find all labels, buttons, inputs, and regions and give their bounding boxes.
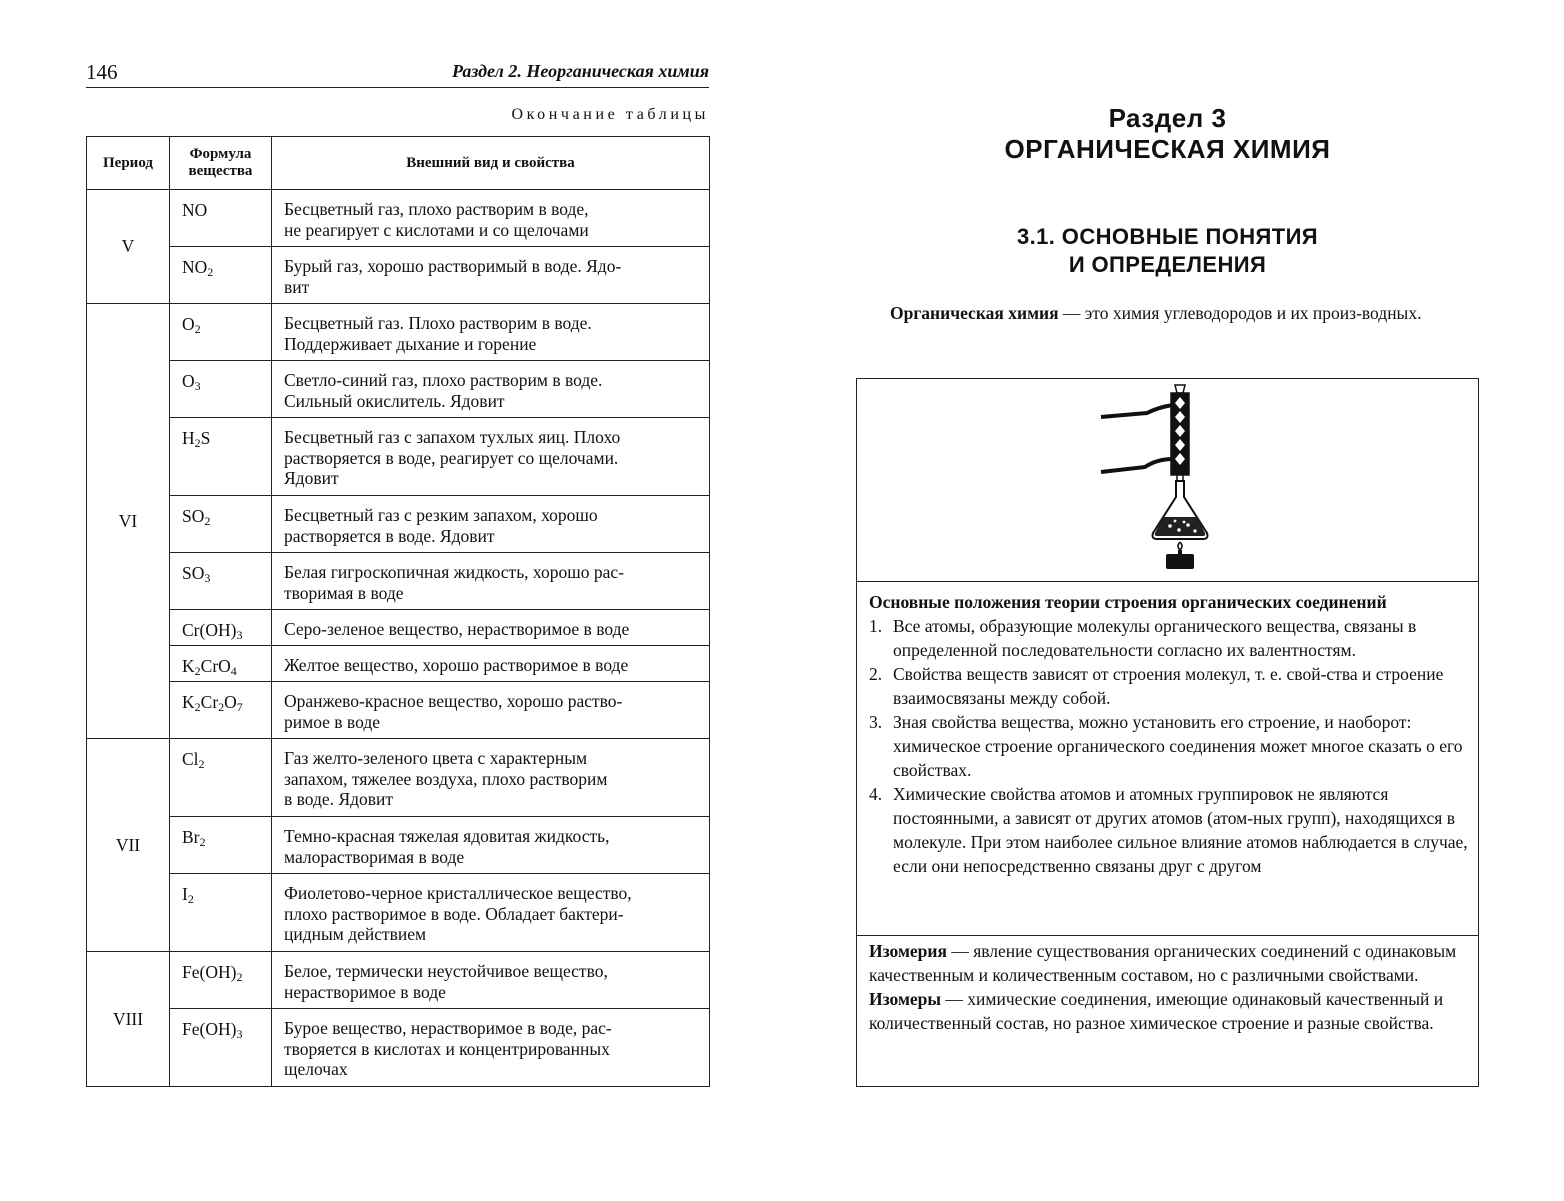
table-row [87,682,710,739]
prop-line: Бурое вещество, нерастворимое в воде, рас- [284,1018,612,1038]
flame-icon [1178,542,1182,550]
list-item-number: 1. [869,616,883,636]
properties-cell [272,553,710,610]
prop-line: Темно-красная тяжелая ядовитая жидкость, [284,826,610,846]
prop-line: растворяется в воде. Ядовит [284,525,495,546]
list-item-number: 3. [869,712,883,732]
properties-cell [272,610,710,646]
formula-subscript: 2 [198,757,205,771]
table-row [87,817,710,874]
prop-line: запахом, тяжелее воздуха, плохо растворим [284,768,608,789]
upper-hose [1101,405,1173,417]
prop-line: Бурый газ, хорошо растворимый в воде. Ядо- [284,256,622,276]
table-row [87,874,710,952]
formula-cell [170,817,272,874]
properties-cell [272,682,710,739]
table-row [87,304,710,361]
table-row [87,610,710,646]
prop-line: Бесцветный газ. Плохо растворим в воде. [284,313,592,333]
prop-line: растворяется в воде, реагирует со щелочами. [284,447,619,468]
subsection-line1: 3.1. ОСНОВНЫЕ ПОНЯТИЯ [1017,224,1318,249]
properties-cell [272,496,710,553]
formula-subscript: 3 [236,628,243,642]
formula-base: I [182,884,188,904]
header-formula [170,137,272,190]
prop-line: Бесцветный газ с запахом тухлых яиц. Плохо [284,427,621,447]
subsection-title [856,223,1479,279]
period-cell: VI [87,304,170,739]
header-formula-line1: Формула [189,146,252,162]
prop-line: щелочах [284,1059,348,1079]
table-header-row [87,137,710,190]
formula-subscript: 2 [187,892,194,906]
formula-base: O [182,371,195,391]
formula-cell [170,496,272,553]
formula-base: Br [182,827,200,847]
formula-base: Fe(OH) [182,1019,237,1039]
table-continuation-note: Окончание таблицы [511,106,709,123]
prop-line: Бесцветный газ, плохо растворим в воде, [284,199,589,219]
formula-base: K [182,656,195,676]
prop-line: малорастворимая в воде [284,846,465,867]
isomers-term: Изомеры [869,989,942,1009]
flask-liquid [1155,517,1206,536]
formula-subscript: 7 [236,700,243,714]
formula-cell [170,553,272,610]
isomeria-definition [869,939,1468,987]
intro-term: Органическая химия [890,303,1059,323]
prop-line: творяется в кислотах и концентрированных [284,1038,610,1059]
formula-cell [170,874,272,952]
burner-icon [1166,554,1194,569]
period-cell: VIII [87,952,170,1087]
prop-line: плохо растворимое в воде. Обладает бактери- [284,903,624,924]
list-item-number: 2. [869,664,883,684]
formula-base: CrO [200,656,231,676]
prop-line: Ядовит [284,468,339,488]
formula-base: NO [182,257,208,277]
formula-subscript: 2 [199,835,206,849]
formula-cell [170,682,272,739]
list-item-text: Зная свойства вещества, можно установить его строение, и наоборот: химическое строение органического соединения может многое сказать о его свойствах. [893,712,1463,780]
formula-subscript: 2 [194,664,201,678]
distillation-apparatus-icon [857,379,1478,582]
table-row [87,361,710,418]
prop-line: Желтое вещество, хорошо растворимое в воде [284,655,629,675]
prop-line: Светло-синий газ, плохо растворим в воде. [284,370,603,390]
formula-subscript: 3 [236,1027,243,1041]
formula-base: SO [182,563,205,583]
formula-subscript: 2 [194,700,201,714]
isomers-definition [869,987,1468,1035]
period-cell: VII [87,739,170,952]
formula-base: H [182,428,195,448]
formula-base: Cl [182,749,199,769]
prop-line: творимая в воде [284,582,404,603]
formula-subscript: 4 [230,664,237,678]
formula-base: K [182,692,195,712]
formula-cell [170,247,272,304]
table-row [87,952,710,1009]
header-formula-line2: вещества [188,163,253,179]
list-item-text: Свойства веществ зависят от строения молекул, т. е. свой-ства и строение взаимосвязаны между собой. [893,664,1444,708]
period-cell: V [87,190,170,304]
formula-subscript: 2 [207,265,214,279]
properties-cell [272,817,710,874]
properties-cell [272,952,710,1009]
section-number: Раздел 3 [1108,103,1227,133]
formula-base: O [224,692,237,712]
prop-line: Фиолетово-черное кристаллическое вещество, [284,883,632,903]
prop-line: нерастворимое в воде [284,981,446,1002]
list-item [869,662,1468,710]
properties-cell [272,190,710,247]
header-period: Период [87,137,170,190]
table-row [87,418,710,496]
properties-cell [272,247,710,304]
table-row [87,496,710,553]
formula-subscript: 2 [194,322,201,336]
section-title [856,103,1479,165]
properties-cell [272,874,710,952]
formula-subscript: 2 [194,436,201,450]
formula-cell [170,418,272,496]
properties-cell [272,739,710,817]
intro-text: — это химия углеводородов и их произ-водных. [1058,303,1422,323]
theory-section [857,582,1478,936]
properties-cell [272,1009,710,1087]
formula-base: Cr(OH) [182,620,237,640]
prop-line: Сильный окислитель. Ядовит [284,390,505,411]
formula-subscript: 2 [236,970,243,984]
theory-list [869,614,1468,878]
header-rule [86,87,709,88]
properties-cell [272,418,710,496]
prop-line: Серо-зеленое вещество, нерастворимое в воде [284,619,630,639]
prop-line: Оранжево-красное вещество, хорошо раство- [284,691,623,711]
subsection-line2: И ОПРЕДЕЛЕНИЯ [1068,252,1267,277]
formula-base: Fe(OH) [182,962,237,982]
properties-cell [272,304,710,361]
table-row [87,553,710,610]
list-item-number: 4. [869,784,883,804]
list-item [869,710,1468,782]
prop-line: цидным действием [284,924,427,944]
running-head: Раздел 2. Неорганическая химия [452,61,709,81]
page-number: 146 [86,60,118,84]
formula-cell [170,739,272,817]
formula-tail: S [200,428,211,448]
table-row [87,646,710,682]
prop-line: не реагирует с кислотами и со щелочами [284,219,589,240]
list-item-text: Химические свойства атомов и атомных группировок не являются постоянными, а зависят от других атомов (атом-ных групп), находящихся в молекуле. При этом наиболее сильное влияние атомов наблюдается в случае, если они непосредственно связаны друг с другом [893,784,1468,876]
formula-base: Cr [200,692,219,712]
condenser-top [1175,385,1185,393]
list-item [869,782,1468,878]
formula-subscript: 2 [218,700,225,714]
theory-title: Основные положения теории строения органических соединений [869,592,1387,612]
table-row [87,1009,710,1087]
formula-cell [170,610,272,646]
substances-table [86,136,710,1087]
properties-cell [272,646,710,682]
formula-cell [170,361,272,418]
prop-line: Бесцветный газ с резким запахом, хорошо [284,505,598,525]
apparatus-figure [857,379,1478,582]
formula-subscript: 3 [194,379,201,393]
isomers-text: — химические соединения, имеющие одинаковый качественный и количественный состав, но разное химическое строение и разные свойства. [869,989,1444,1033]
section-name: ОРГАНИЧЕСКАЯ ХИМИЯ [1004,134,1331,164]
prop-line: Белая гигроскопичная жидкость, хорошо рас- [284,562,624,582]
prop-line: в воде. Ядовит [284,789,394,809]
list-item-text: Все атомы, образующие молекулы органического вещества, связаны в определенной последовательности согласно их валентностям. [893,616,1417,660]
table-row [87,739,710,817]
formula-cell [170,304,272,361]
prop-line: Поддерживает дыхание и горение [284,333,537,354]
prop-line: вит [284,276,310,297]
list-item [869,614,1468,662]
formula-subscript: 3 [204,571,211,585]
isomeria-text: — явление существования органических соединений с одинаковым качественным и количественным составом, но с различными свойствами. [869,941,1457,985]
formula-cell [170,952,272,1009]
isomeria-term: Изомерия [869,941,947,961]
isomerism-section [857,936,1478,1035]
formula-cell: NO [170,190,272,247]
properties-cell [272,361,710,418]
table-row [87,190,710,247]
intro-paragraph [856,301,1479,325]
formula-cell [170,646,272,682]
header-properties: Внешний вид и свойства [272,137,710,190]
formula-subscript: 2 [204,514,211,528]
formula-base: SO [182,506,205,526]
definitions-box [856,378,1479,1087]
lower-hose [1101,459,1173,472]
formula-cell [170,1009,272,1087]
table-row [87,247,710,304]
formula-base: O [182,314,195,334]
prop-line: римое в воде [284,711,380,732]
prop-line: Белое, термически неустойчивое вещество, [284,961,608,981]
prop-line: Газ желто-зеленого цвета с характерным [284,748,588,768]
